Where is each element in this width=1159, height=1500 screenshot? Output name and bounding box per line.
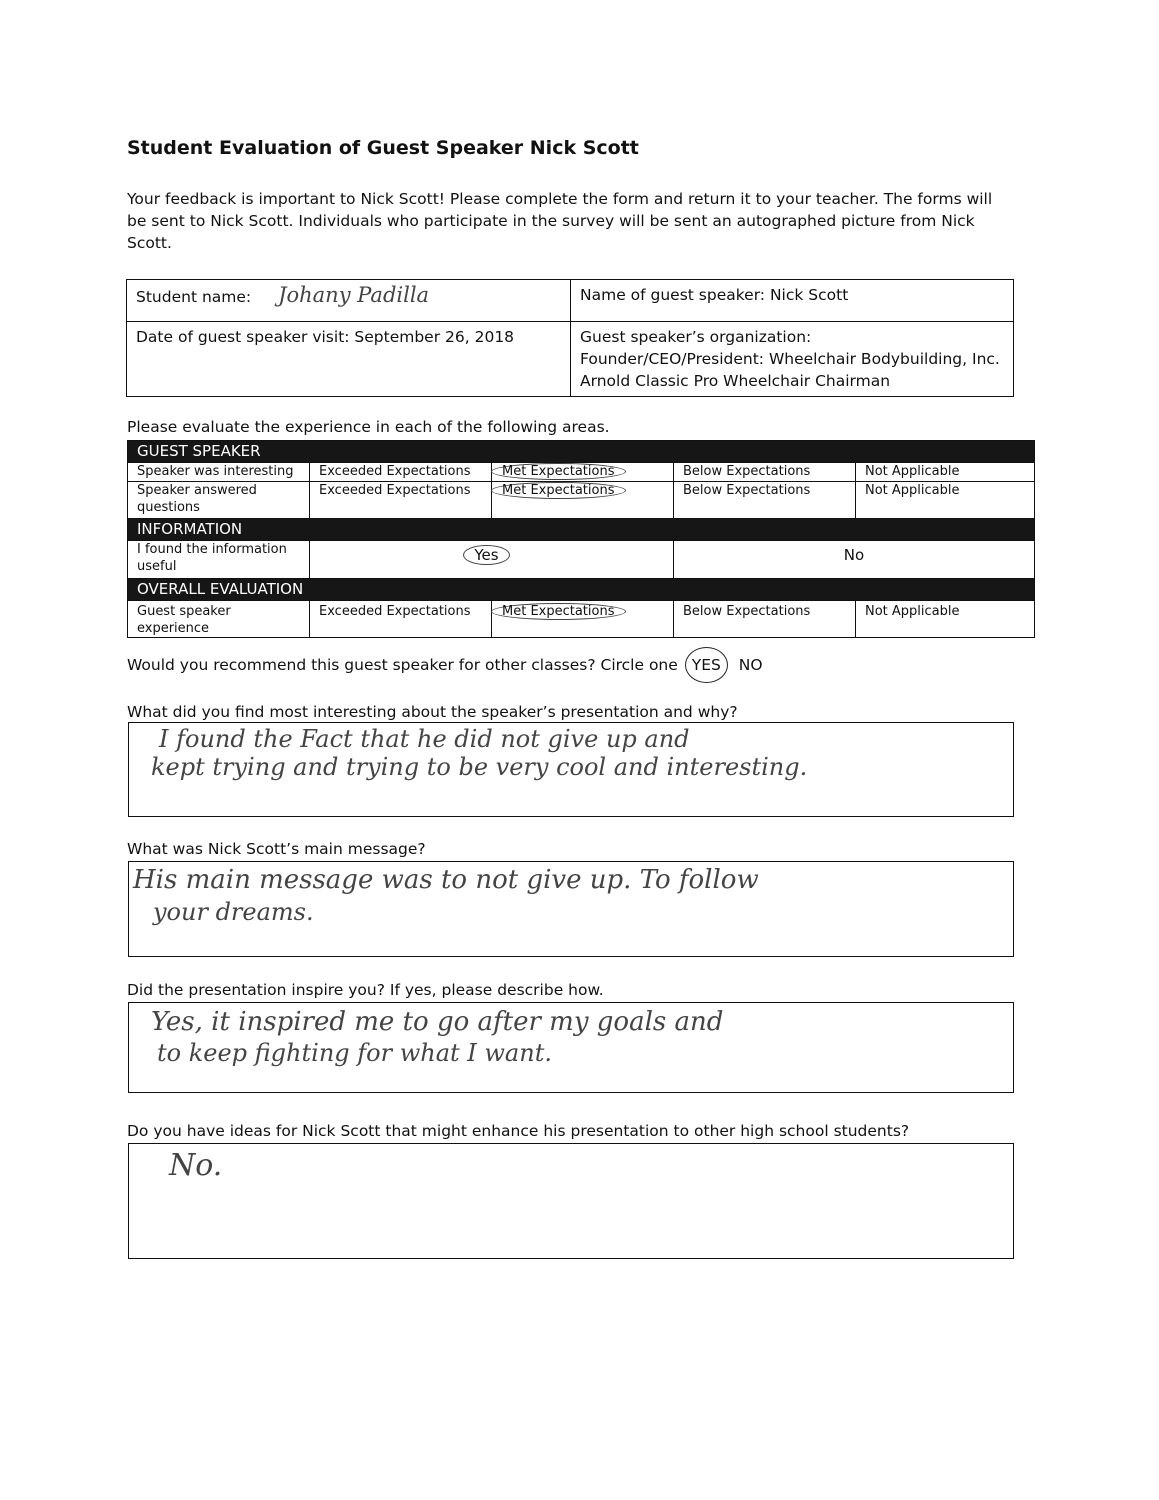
recommend-row (127, 656, 763, 674)
option-no[interactable]: No (674, 541, 1035, 579)
question-3: Did the presentation inspire you? If yes, please describe how. (127, 981, 604, 999)
option-exceeded[interactable]: Exceeded Expectations (310, 463, 492, 482)
organization-label: Guest speaker’s organization: (580, 328, 812, 346)
answer-1-line-1: I found the Fact that he did not give up and (159, 725, 690, 753)
organization-line-1: Founder/CEO/President: Wheelchair Bodybuilding, Inc. (580, 350, 1000, 368)
section-guest-speaker: GUEST SPEAKER (128, 441, 1035, 463)
recommend-question: Would you recommend this guest speaker for other classes? Circle one (127, 656, 678, 674)
visit-date-label: Date of guest speaker visit: September 26, 2018 (136, 328, 515, 346)
option-met-label: Met Expectations (491, 603, 626, 620)
option-below[interactable]: Below Expectations (674, 482, 856, 519)
answer-2-line-1: His main message was to not give up. To follow (133, 865, 759, 895)
recommend-no[interactable]: NO (738, 656, 763, 674)
option-below[interactable]: Below Expectations (674, 463, 856, 482)
speaker-name-label: Name of guest speaker: Nick Scott (580, 286, 849, 304)
option-met-label: Met Expectations (491, 463, 626, 480)
organization-line-2: Arnold Classic Pro Wheelchair Chairman (580, 372, 891, 390)
answer-3-box[interactable] (128, 1002, 1014, 1093)
row-label: I found the information useful (128, 541, 310, 579)
option-not-applicable[interactable]: Not Applicable (856, 601, 1035, 638)
answer-2-line-2: your dreams. (153, 898, 314, 926)
row-label: Guest speaker experience (128, 601, 310, 638)
answer-4-box[interactable] (128, 1143, 1014, 1259)
answer-3-line-2: to keep fighting for what I want. (157, 1039, 552, 1067)
row-info-useful (128, 541, 1035, 579)
student-info-table (126, 279, 1014, 397)
answer-1-line-2: kept trying and trying to be very cool and interesting. (151, 753, 808, 781)
question-1: What did you find most interesting about the speaker’s presentation and why? (127, 703, 738, 721)
option-below[interactable]: Below Expectations (674, 601, 856, 638)
student-name-value: Johany Padilla (278, 283, 430, 307)
visit-date-cell (127, 322, 571, 397)
evaluate-prompt: Please evaluate the experience in each of the following areas. (127, 418, 610, 436)
option-not-applicable[interactable]: Not Applicable (856, 463, 1035, 482)
answer-4-line-1: No. (169, 1148, 223, 1183)
answer-2-box[interactable] (128, 861, 1014, 957)
option-met-selected[interactable] (492, 482, 674, 519)
option-met-label: Met Expectations (491, 482, 626, 499)
answer-3-line-1: Yes, it inspired me to go after my goals and (151, 1007, 724, 1037)
option-met-selected[interactable] (492, 601, 674, 638)
student-name-label: Student name: (136, 288, 252, 306)
row-label: Speaker answered questions (128, 482, 310, 519)
recommend-yes-selected[interactable]: YES (685, 647, 728, 683)
option-exceeded[interactable]: Exceeded Expectations (310, 601, 492, 638)
option-met-selected[interactable] (492, 463, 674, 482)
section-information: INFORMATION (128, 519, 1035, 541)
section-overall: OVERALL EVALUATION (128, 579, 1035, 601)
row-overall-experience (128, 601, 1035, 638)
row-speaker-answered (128, 482, 1035, 519)
row-label: Speaker was interesting (128, 463, 310, 482)
question-4: Do you have ideas for Nick Scott that might enhance his presentation to other high school students? (127, 1122, 910, 1140)
answer-1-box[interactable] (128, 722, 1014, 817)
student-name-cell[interactable] (127, 280, 571, 322)
form-title: Student Evaluation of Guest Speaker Nick Scott (127, 137, 639, 159)
question-2: What was Nick Scott’s main message? (127, 840, 426, 858)
evaluation-table (127, 440, 1035, 638)
speaker-name-cell (571, 280, 1014, 322)
option-yes-label: Yes (463, 545, 509, 565)
intro-paragraph: Your feedback is important to Nick Scott! Please complete the form and return it to your teacher. The forms will be sent to Nick Scott. Individuals who participate in the survey will be sent an autographed picture from Nick Scott. (127, 190, 993, 252)
option-not-applicable[interactable]: Not Applicable (856, 482, 1035, 519)
option-yes-selected[interactable] (310, 541, 674, 579)
organization-cell (571, 322, 1014, 397)
row-speaker-interesting (128, 463, 1035, 482)
option-exceeded[interactable]: Exceeded Expectations (310, 482, 492, 519)
